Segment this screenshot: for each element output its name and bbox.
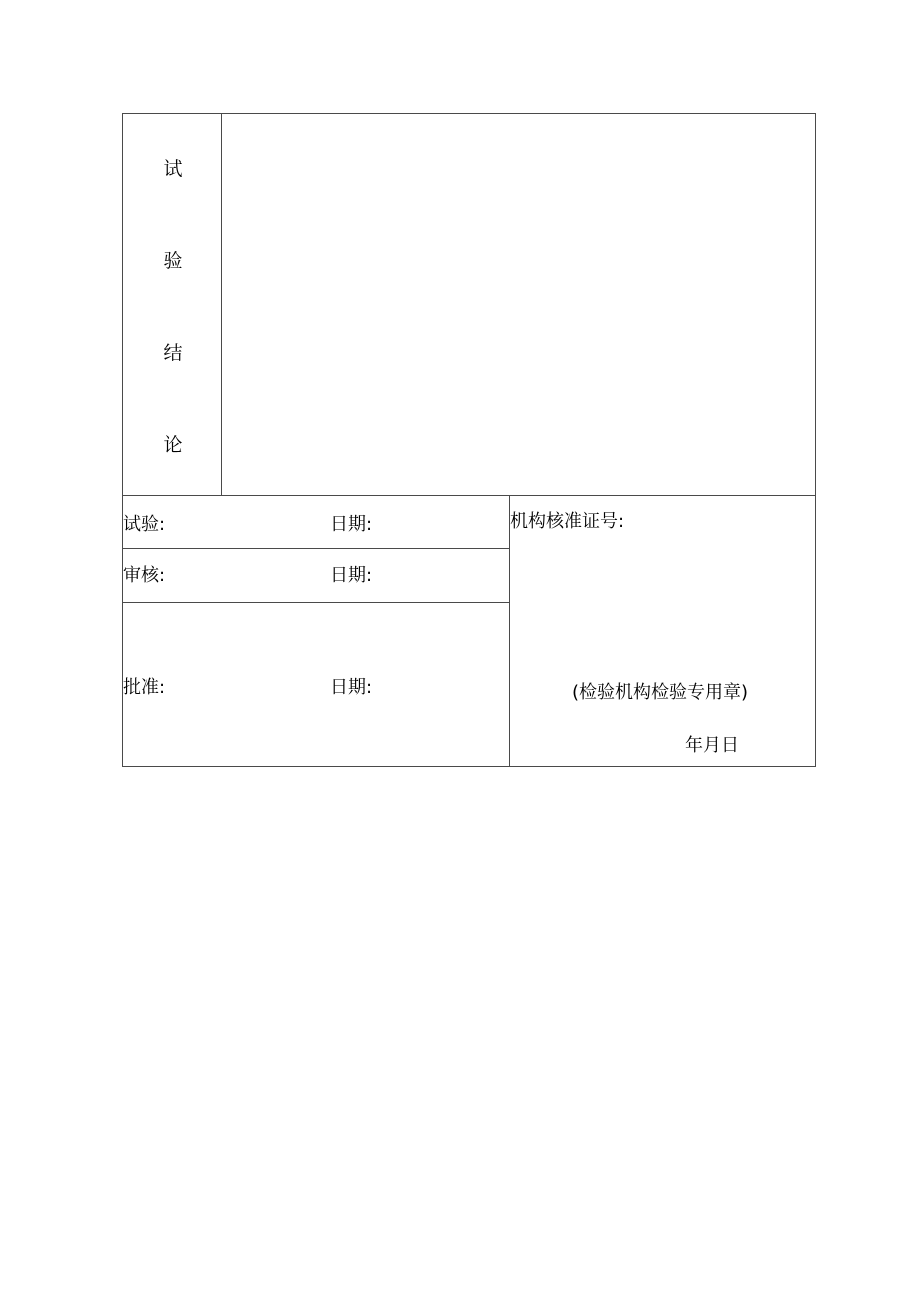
review-date-label: 日期:: [330, 565, 373, 586]
conclusion-bottom-divider: [123, 495, 815, 496]
conclusion-label-char: 试: [163, 158, 183, 180]
conclusion-label-char: 论: [163, 434, 183, 456]
conclusion-label-char: 验: [163, 250, 183, 272]
conclusion-content-area[interactable]: [222, 114, 815, 495]
conclusion-label-char: 结: [163, 342, 183, 364]
approve-signature-label: 批准:: [123, 677, 166, 698]
institution-date-line: 年月日: [685, 735, 739, 756]
review-signature-label: 审核:: [123, 565, 166, 586]
institution-cert-number-label: 机构核准证号:: [510, 511, 625, 532]
approve-date-label: 日期:: [330, 677, 373, 698]
signature-column-divider: [509, 495, 510, 766]
review-row-divider: [123, 602, 509, 603]
test-signature-label: 试验:: [123, 514, 166, 535]
institution-seal-label: (检验机构检验专用章): [572, 682, 749, 703]
test-row-divider: [123, 548, 509, 549]
test-report-form: [122, 113, 816, 767]
test-date-label: 日期:: [330, 514, 373, 535]
